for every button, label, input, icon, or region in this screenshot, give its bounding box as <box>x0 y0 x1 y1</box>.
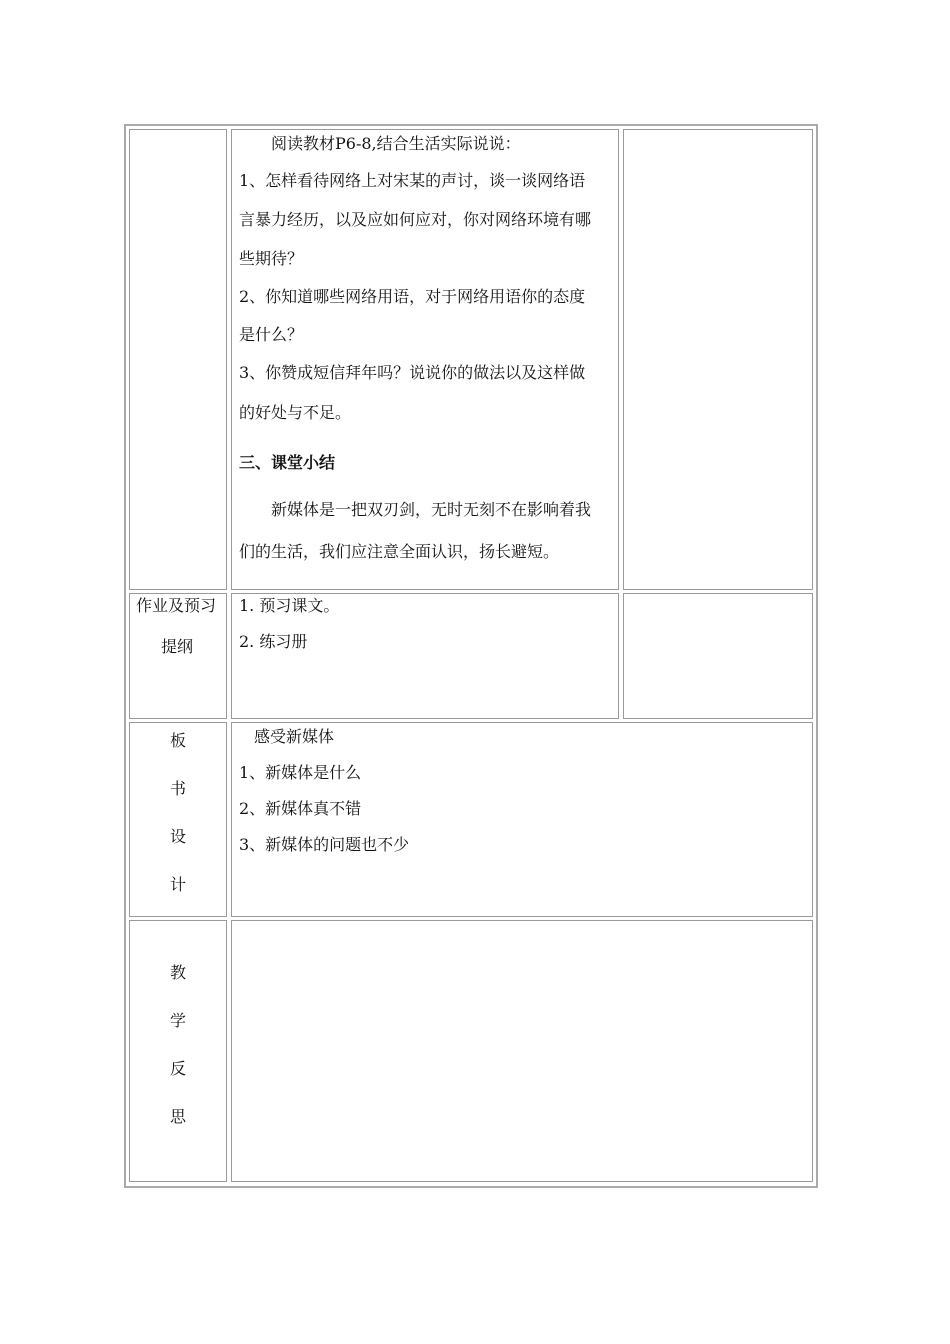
reflection-label-char: 学 <box>169 1011 186 1030</box>
reflection-label-char: 教 <box>169 963 186 982</box>
homework-item-2: 2. 练习册 <box>239 632 308 651</box>
reflection-label-char: 反 <box>169 1059 186 1078</box>
question-1-line-1: 1、怎样看待网络上对宋某的声讨，谈一谈网络语 <box>239 171 586 190</box>
board-label-char: 板 <box>169 731 186 750</box>
board-item-3: 3、新媒体的问题也不少 <box>239 835 410 854</box>
question-2-line-1: 2、你知道哪些网络用语，对于网络用语你的态度 <box>239 287 586 306</box>
question-3-line-1: 3、你赞成短信拜年吗？说说你的做法以及这样做 <box>239 363 586 382</box>
homework-label-line-2: 提纲 <box>161 637 194 656</box>
question-1-line-3: 些期待？ <box>239 249 304 268</box>
reflection-label-char: 思 <box>169 1107 186 1126</box>
question-2-line-2: 是什么？ <box>239 325 304 344</box>
section-heading: 三、课堂小结 <box>239 453 336 472</box>
row1-content-cell <box>231 129 619 590</box>
board-label-char: 书 <box>169 779 186 798</box>
board-content-cell <box>231 722 813 917</box>
homework-item-1: 1. 预习课文。 <box>239 596 340 615</box>
intro-text: 阅读教材P6-8,结合生活实际说说： <box>271 134 521 153</box>
board-item-1: 1、新媒体是什么 <box>239 763 362 782</box>
board-title: 感受新媒体 <box>254 727 335 746</box>
row1-label-cell <box>129 129 227 590</box>
homework-label-line-1: 作业及预习 <box>136 596 217 615</box>
summary-line-1: 新媒体是一把双刃剑，无时无刻不在影响着我 <box>271 500 592 519</box>
summary-line-2: 们的生活，我们应注意全面认识，扬长避短。 <box>239 542 560 561</box>
question-1-line-2: 言暴力经历，以及应如何应对，你对网络环境有哪 <box>239 210 592 229</box>
question-3-line-2: 的好处与不足。 <box>239 403 352 422</box>
board-label-char: 设 <box>169 827 186 846</box>
reflection-content-cell <box>231 920 813 1182</box>
board-item-2: 2、新媒体真不错 <box>239 799 362 818</box>
board-label-char: 计 <box>169 875 186 894</box>
row1-note-cell <box>623 129 813 590</box>
homework-note-cell <box>623 593 813 719</box>
